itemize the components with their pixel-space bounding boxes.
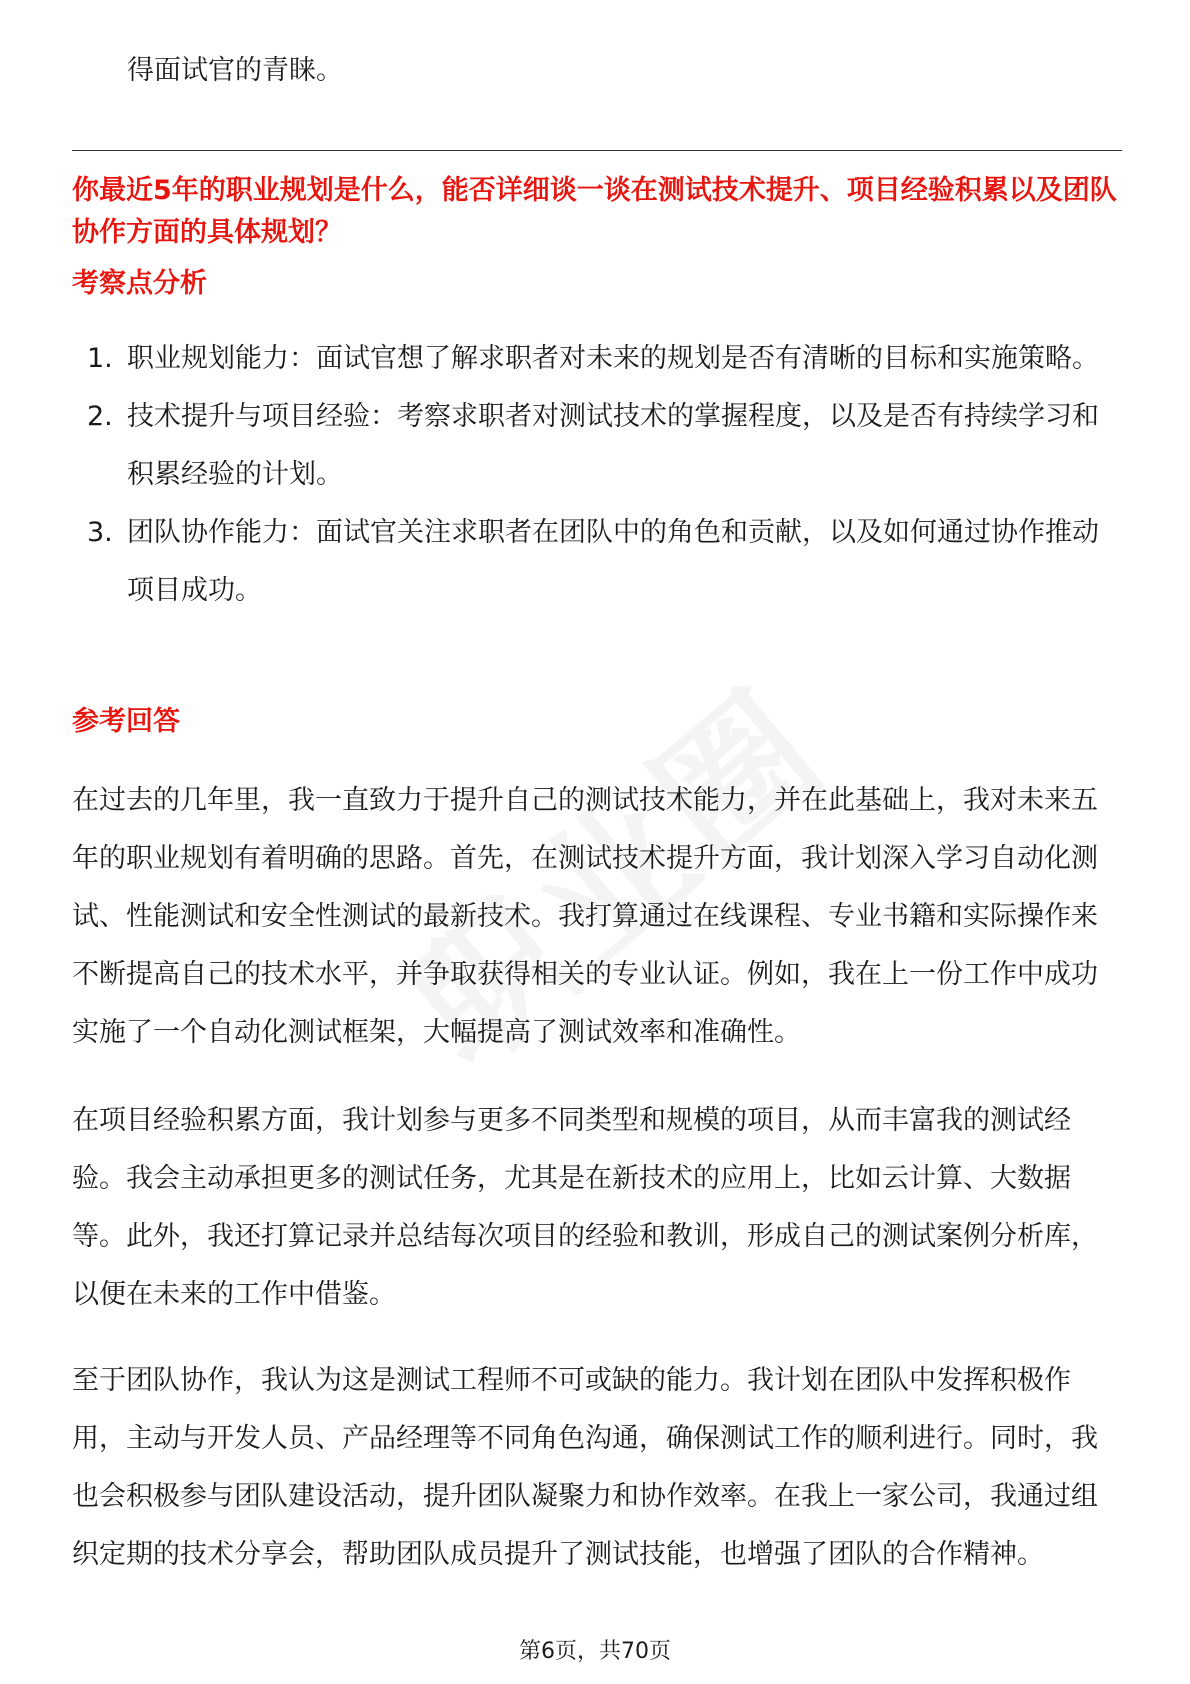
list-item <box>72 504 1122 620</box>
list-item-text: 团队协作能力：面试官关注求职者在团队中的角色和贡献，以及如何通过协作推动项目成功。 <box>127 517 1099 606</box>
list-item <box>72 388 1122 504</box>
list-item-text: 技术提升与项目经验：考察求职者对测试技术的掌握程度，以及是否有持续学习和积累经验的计划。 <box>127 401 1099 490</box>
list-number: 3. <box>87 517 113 548</box>
list-item <box>72 330 1122 388</box>
analysis-heading: 考察点分析 <box>72 268 207 299</box>
list-number: 2. <box>87 401 113 432</box>
intro-text: 得面试官的青睐。 <box>127 55 343 86</box>
section-divider <box>72 150 1122 151</box>
list-item-text: 职业规划能力：面试官想了解求职者对未来的规划是否有清晰的目标和实施策略。 <box>127 343 1099 374</box>
answer-paragraph: 至于团队协作，我认为这是测试工程师不可或缺的能力。我计划在团队中发挥积极作用，主动与开发人员、产品经理等不同角色沟通，确保测试工作的顺利进行。同时，我也会积极参与团队建设活动，提升团队凝聚力和协作效率。在我上一家公司，我通过组织定期的技术分享会，帮助团队成员提升了测试技能，也增强了团队的合作精神。 <box>72 1365 1098 1570</box>
answer-heading: 参考回答 <box>72 706 180 737</box>
analysis-list <box>72 330 1122 620</box>
answer-paragraph: 在项目经验积累方面，我计划参与更多不同类型和规模的项目，从而丰富我的测试经验。我会主动承担更多的测试任务，尤其是在新技术的应用上，比如云计算、大数据等。此外，我还打算记录并总结每次项目的经验和教训，形成自己的测试案例分析库，以便在未来的工作中借鉴。 <box>72 1105 1098 1310</box>
question-title: 你最近5年的职业规划是什么，能否详细谈一谈在测试技术提升、项目经验积累以及团队协作方面的具体规划？ <box>72 175 1117 248</box>
page-footer: 第6页，共70页 <box>519 1639 671 1664</box>
list-number: 1. <box>87 343 113 374</box>
answer-paragraph: 在过去的几年里，我一直致力于提升自己的测试技术能力，并在此基础上，我对未来五年的职业规划有着明确的思路。首先，在测试技术提升方面，我计划深入学习自动化测试、性能测试和安全性测试的最新技术。我打算通过在线课程、专业书籍和实际操作来不断提高自己的技术水平，并争取获得相关的专业认证。例如，我在上一份工作中成功实施了一个自动化测试框架，大幅提高了测试效率和准确性。 <box>72 785 1098 1048</box>
